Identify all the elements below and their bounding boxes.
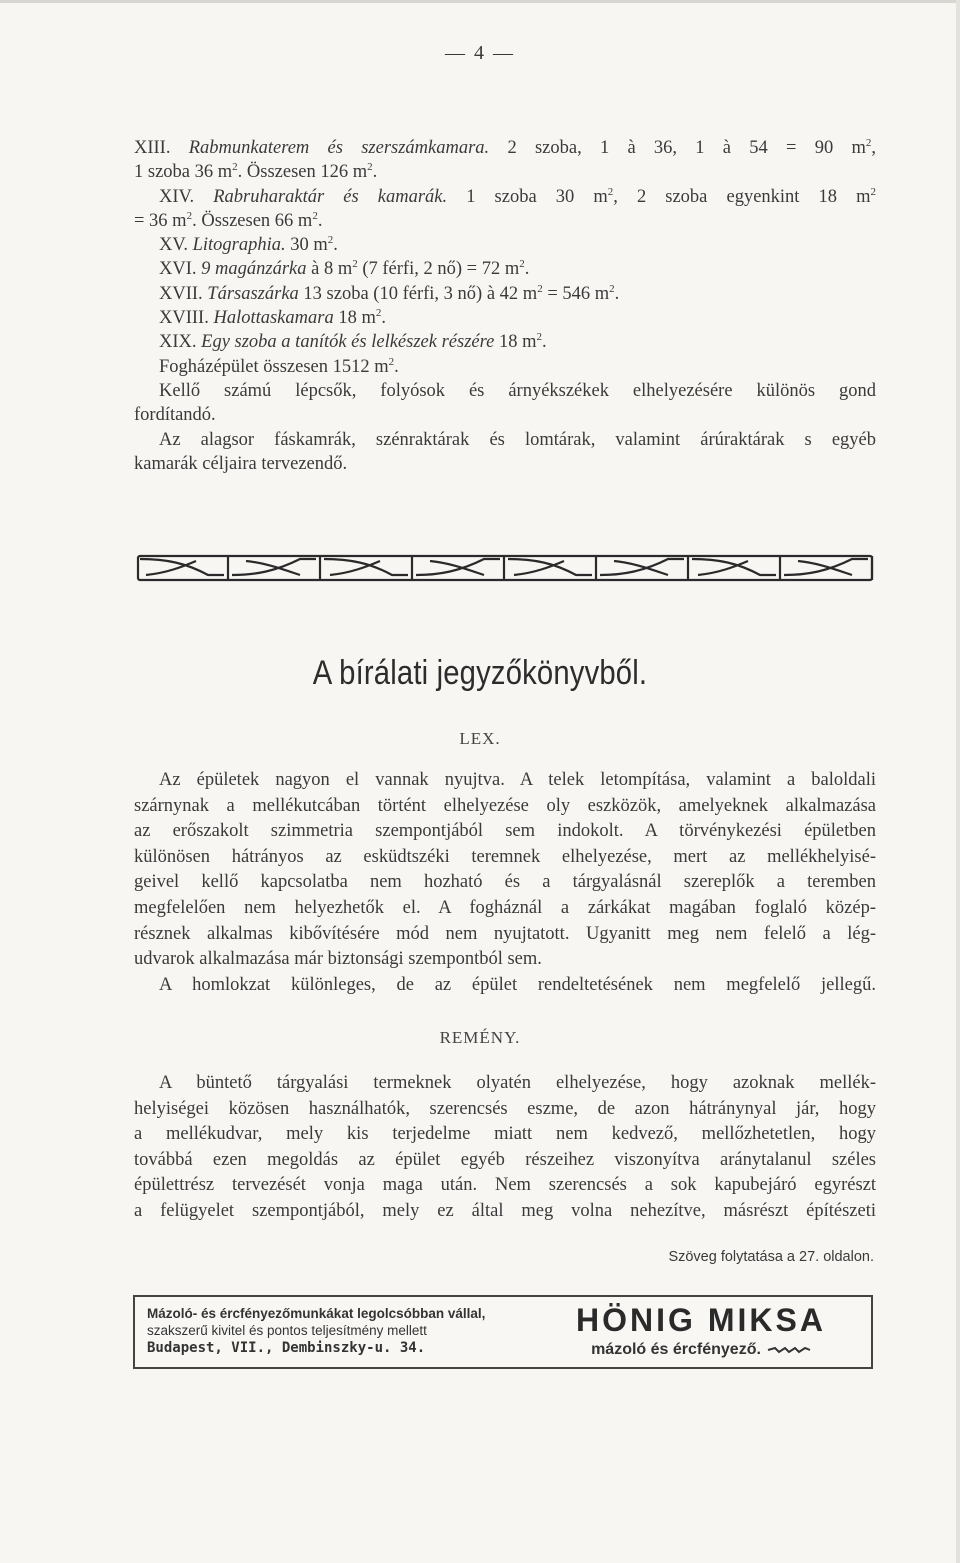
list-item: XVII. Társaszárka 13 szoba (10 férfi, 3 nő) à 42 $m^2 = 546$ $m^2$. xyxy=(159,282,620,304)
list-item: XIII. Rabmunkaterem és szerszámkamara. 2 szoba, 1 à 36, 1 à 54 = 90 $m^2$, xyxy=(134,137,876,158)
advertisement-box xyxy=(133,1295,873,1369)
paragraph-line: Az épületek nagyon el vannak nyujtva. A telek letompítása, valamint a baloldali xyxy=(159,770,876,790)
advertiser-block xyxy=(541,1301,861,1361)
list-item: = 36 $m^2$. Összesen 66 $m^2$. xyxy=(134,209,323,231)
note-line: Kellő számú lépcsők, folyósok és árnyékszékek elhelyezésére különös gond xyxy=(159,380,876,401)
advertisement-text xyxy=(147,1305,485,1358)
continuation-note: Szöveg folytatása a 27. oldalon. xyxy=(668,1249,874,1265)
list-item: XVIII. Halottaskamara 18 $m^2$. xyxy=(159,307,386,329)
page-number: — 4 — xyxy=(445,42,515,64)
list-item: 1 szoba 36 $m^2$. Összesen 126 $m^2$. xyxy=(134,161,378,183)
paragraph-line: épülettrész tervezését vonja maga után. Nem szerencsés a sok kapubejáró egyrészt xyxy=(134,1175,876,1196)
paragraph-line: helyiségei közösen használhatók, szerencsés eszme, de azon hátránynyal jár, hogy xyxy=(134,1098,876,1119)
ad-line-1: Mázoló- és ércfényezőmunkákat legolcsóbban vállal, xyxy=(147,1306,486,1321)
list-item: Fogházépület összesen 1512 $m^2$. xyxy=(159,355,399,377)
top-edge-line xyxy=(0,0,960,3)
paragraph-line: a felügyelet szempontjából, mely ez által meg volna nehezítve, másrészt építészeti xyxy=(134,1200,876,1221)
paragraph-line: szárnynak a mellékutcában történt elhelyezése oly eszközök, amelyeknek alkalmazása xyxy=(134,795,876,816)
list-item: XIV. Rabruharaktár és kamarák. 1 szoba 30 $m^2$, 2 szoba egyenkint 18 $m^2$ xyxy=(159,185,876,207)
advertiser-name: HÖNIG MIKSA xyxy=(576,1302,826,1338)
paragraph-line: geivel kellő kapcsolatba nem hozható és a tárgyalásnál szereplők a teremben xyxy=(134,872,876,893)
advertiser-trade: mázoló és ércfényező. xyxy=(541,1339,861,1361)
list-item: XVI. 9 magánzárka à 8 $m^2$ (7 férfi, 2 nő) = 72 $m^2$. xyxy=(159,258,530,280)
remeny-title: REMÉNY. xyxy=(439,1028,521,1047)
paragraph-line: résznek alkalmas kibővítésére mód nem nyujtatott. Ugyanitt meg nem felelő a lég- xyxy=(134,923,876,944)
paragraph-line: továbbá ezen megoldás az épület egyéb részeihez viszonyítva aránytalanul széles xyxy=(134,1149,876,1170)
list-item: XIX. Egy szoba a tanítók és lelkészek részére 18 $m^2$. xyxy=(159,331,547,353)
lex-paragraph xyxy=(134,768,876,998)
flourish-icon xyxy=(767,1346,811,1354)
room-list xyxy=(134,136,876,476)
list-item: XV. Litographia. 30 $m^2$. xyxy=(159,234,338,256)
ad-address: Budapest, VII., Dembinszky-u. 34. xyxy=(147,1340,426,1356)
lex-title: LEX. xyxy=(459,729,501,748)
paragraph-line: különösen hátrányos az esküdtszéki teremnek elhelyezése, mert az mellékhelyisé- xyxy=(134,846,876,867)
decorative-border-ornament xyxy=(136,553,876,583)
paragraph-line: megfelelően nem helyezhetők el. A fogháznál a zárkákat magában foglaló közép- xyxy=(134,897,876,918)
note-line: fordítandó. xyxy=(134,405,216,426)
note-line: kamarák céljaira tervezendő. xyxy=(134,453,348,474)
remeny-paragraph xyxy=(134,1071,876,1225)
ad-line-2: szakszerű kivitel és pontos teljesítmény mellett xyxy=(147,1323,427,1338)
paragraph-line: udvarok alkalmazása már biztonsági szempontból sem. xyxy=(134,949,542,970)
paragraph-line: a mellékudvar, mely kis terjedelme miatt nem kedvező, mellőzhetetlen, hogy xyxy=(134,1124,876,1145)
paragraph-line: A homlokzat különleges, de az épület rendeltetésének nem megfelelő jellegű. xyxy=(159,974,876,995)
right-page-edge xyxy=(956,0,960,1563)
section-heading: A bírálati jegyzőkönyvből. xyxy=(312,654,648,692)
paragraph-line: az erőszakolt szimmetria szempontjából sem indokolt. A törvénykezési épületben xyxy=(134,821,876,842)
paragraph-line: A büntető tárgyalási termeknek olyatén elhelyezése, hogy azoknak mellék- xyxy=(159,1073,876,1093)
note-line: Az alagsor fáskamrák, szénraktárak és lomtárak, valamint árúraktárak s egyéb xyxy=(159,429,876,450)
